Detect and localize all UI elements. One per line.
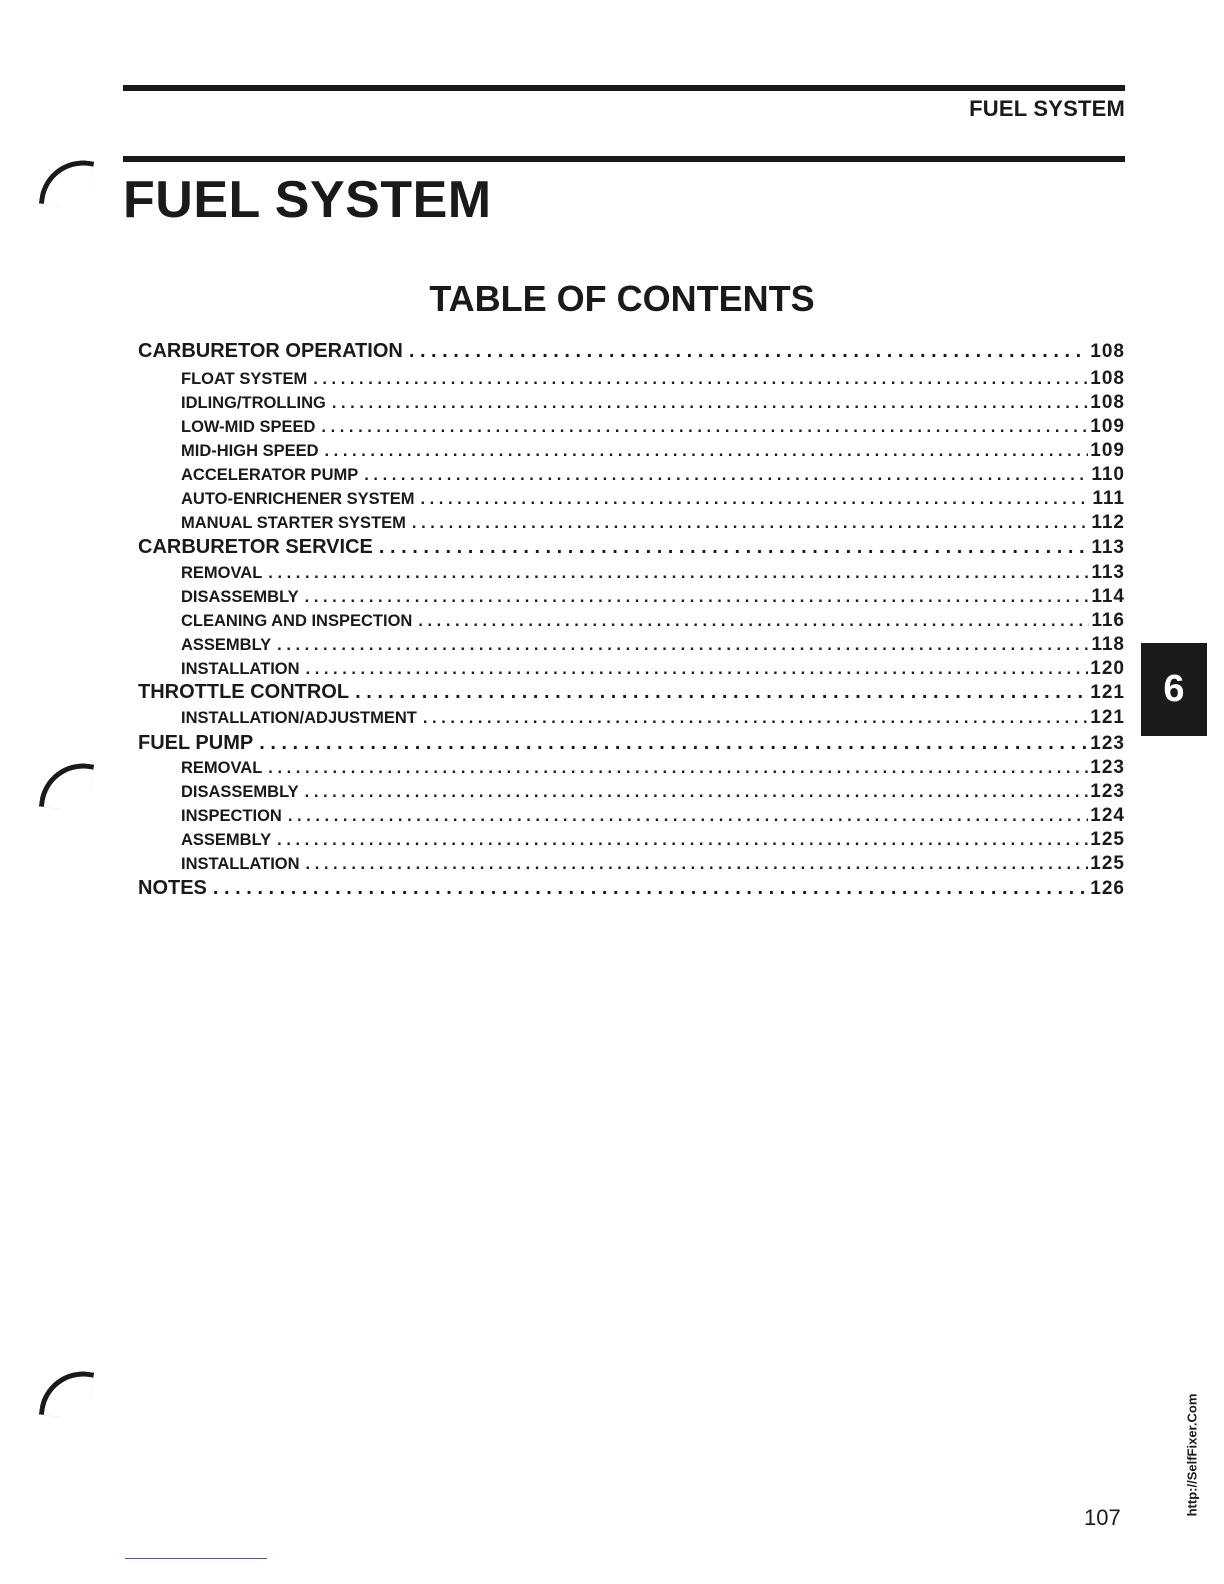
toc-entry-label: LOW-MID SPEED — [181, 418, 316, 436]
dot-leader — [259, 732, 1088, 755]
toc-entry-label: AUTO-ENRICHENER SYSTEM — [181, 490, 415, 508]
toc-entry-page: 110 — [1091, 464, 1125, 485]
toc-entry[interactable] — [138, 781, 1125, 803]
dot-leader — [288, 807, 1088, 826]
title-rule — [123, 156, 1125, 162]
toc-entry[interactable] — [138, 340, 1125, 363]
toc-entry-page: 113 — [1091, 537, 1125, 558]
toc-entry-page: 126 — [1090, 878, 1125, 899]
dot-leader — [423, 709, 1088, 728]
dot-leader — [305, 783, 1089, 802]
toc-entry[interactable] — [138, 610, 1125, 632]
toc-entry-page: 109 — [1090, 440, 1125, 461]
dot-leader — [355, 681, 1088, 704]
toc-entry[interactable] — [138, 732, 1125, 755]
toc-entry-label: FLOAT SYSTEM — [181, 370, 308, 388]
toc-entry-page: 123 — [1090, 781, 1125, 802]
toc-entry-label: CLEANING AND INSPECTION — [181, 612, 413, 630]
toc-entry[interactable] — [138, 536, 1125, 559]
toc-entry-page: 113 — [1091, 562, 1125, 583]
toc-entry[interactable] — [138, 658, 1125, 680]
dot-leader — [321, 418, 1088, 437]
toc-entry-label: ACCELERATOR PUMP — [181, 466, 359, 484]
punch-hole-mark — [39, 1366, 94, 1421]
chapter-title: FUEL SYSTEM — [123, 171, 492, 229]
toc-entry[interactable] — [138, 634, 1125, 656]
dot-leader — [364, 466, 1089, 485]
toc-entry-label: DISASSEMBLY — [181, 588, 299, 606]
toc-entry-label: INSPECTION — [181, 807, 282, 825]
toc-entry[interactable] — [138, 829, 1125, 851]
toc-entry-page: 112 — [1091, 512, 1125, 533]
dot-leader — [418, 612, 1089, 631]
toc-entry-label: NOTES — [138, 877, 207, 899]
toc-entry-page: 125 — [1090, 829, 1125, 850]
punch-hole-mark — [39, 758, 94, 813]
toc-entry[interactable] — [138, 757, 1125, 779]
toc-entry[interactable] — [138, 392, 1125, 414]
punch-hole-mark — [39, 155, 94, 210]
toc-entry-page: 121 — [1090, 707, 1125, 728]
toc-entry[interactable] — [138, 562, 1125, 584]
dot-leader — [268, 759, 1088, 778]
toc-entry[interactable] — [138, 681, 1125, 704]
dot-leader — [412, 514, 1089, 533]
toc-entry-page: 114 — [1091, 586, 1125, 607]
page-number: 107 — [1084, 1505, 1121, 1530]
toc-entry-label: CARBURETOR SERVICE — [138, 536, 373, 558]
toc-entry[interactable] — [138, 805, 1125, 827]
dot-leader — [277, 636, 1089, 655]
toc-entry-label: CARBURETOR OPERATION — [138, 340, 403, 362]
toc-entry-label: INSTALLATION — [181, 855, 300, 873]
toc-entry[interactable] — [138, 586, 1125, 608]
dot-leader — [409, 340, 1088, 363]
toc-entry[interactable] — [138, 853, 1125, 875]
toc-entry-label: REMOVAL — [181, 759, 263, 777]
toc-entry[interactable] — [138, 368, 1125, 390]
toc-entry-page: 125 — [1090, 853, 1125, 874]
top-rule — [123, 85, 1125, 91]
toc-entry-label: ASSEMBLY — [181, 831, 272, 849]
dot-leader — [305, 588, 1090, 607]
toc-entry[interactable] — [138, 877, 1125, 900]
toc-entry-page: 109 — [1090, 416, 1125, 437]
toc-entry-page: 123 — [1090, 733, 1125, 754]
toc-entry-page: 124 — [1090, 805, 1125, 826]
toc-entry-page: 108 — [1090, 341, 1125, 362]
toc-entry[interactable] — [138, 440, 1125, 462]
toc-entry-label: MANUAL STARTER SYSTEM — [181, 514, 406, 532]
toc-entry-page: 121 — [1090, 682, 1125, 703]
toc-entry-page: 108 — [1090, 392, 1125, 413]
toc-entry[interactable] — [138, 512, 1125, 534]
dot-leader — [277, 831, 1088, 850]
toc-entry[interactable] — [138, 464, 1125, 486]
toc-entry-label: IDLING/TROLLING — [181, 394, 326, 412]
toc-entry[interactable] — [138, 707, 1125, 729]
toc-entry-page: 111 — [1092, 488, 1125, 509]
toc-entry-page: 118 — [1091, 634, 1125, 655]
link-underline — [125, 1558, 267, 1559]
toc-entry-label: DISASSEMBLY — [181, 783, 299, 801]
dot-leader — [325, 442, 1089, 461]
toc-entry-label: ASSEMBLY — [181, 636, 272, 654]
dot-leader — [306, 855, 1089, 874]
dot-leader — [313, 370, 1088, 389]
dot-leader — [306, 660, 1089, 679]
toc-entry-label: MID-HIGH SPEED — [181, 442, 319, 460]
dot-leader — [268, 564, 1089, 583]
toc-entry-label: THROTTLE CONTROL — [138, 681, 350, 703]
toc-entry-label: REMOVAL — [181, 564, 263, 582]
dot-leader — [213, 877, 1088, 900]
toc-entry-page: 108 — [1090, 368, 1125, 389]
toc-entry[interactable] — [138, 416, 1125, 438]
toc-entry[interactable] — [138, 488, 1125, 510]
toc-entry-page: 120 — [1090, 658, 1125, 679]
toc-entry-page: 123 — [1090, 757, 1125, 778]
toc-entry-label: INSTALLATION — [181, 660, 300, 678]
toc-entry-page: 116 — [1091, 610, 1125, 631]
dot-leader — [420, 490, 1090, 509]
toc-entry-label: INSTALLATION/ADJUSTMENT — [181, 709, 417, 727]
chapter-tab[interactable]: 6 — [1141, 643, 1207, 736]
toc-heading: TABLE OF CONTENTS — [429, 278, 815, 319]
dot-leader — [379, 536, 1089, 559]
dot-leader — [332, 394, 1088, 413]
toc-entry-label: FUEL PUMP — [138, 732, 254, 754]
running-header: FUEL SYSTEM — [969, 96, 1125, 121]
side-url[interactable]: http://SelfFixer.Com — [1184, 1393, 1200, 1517]
